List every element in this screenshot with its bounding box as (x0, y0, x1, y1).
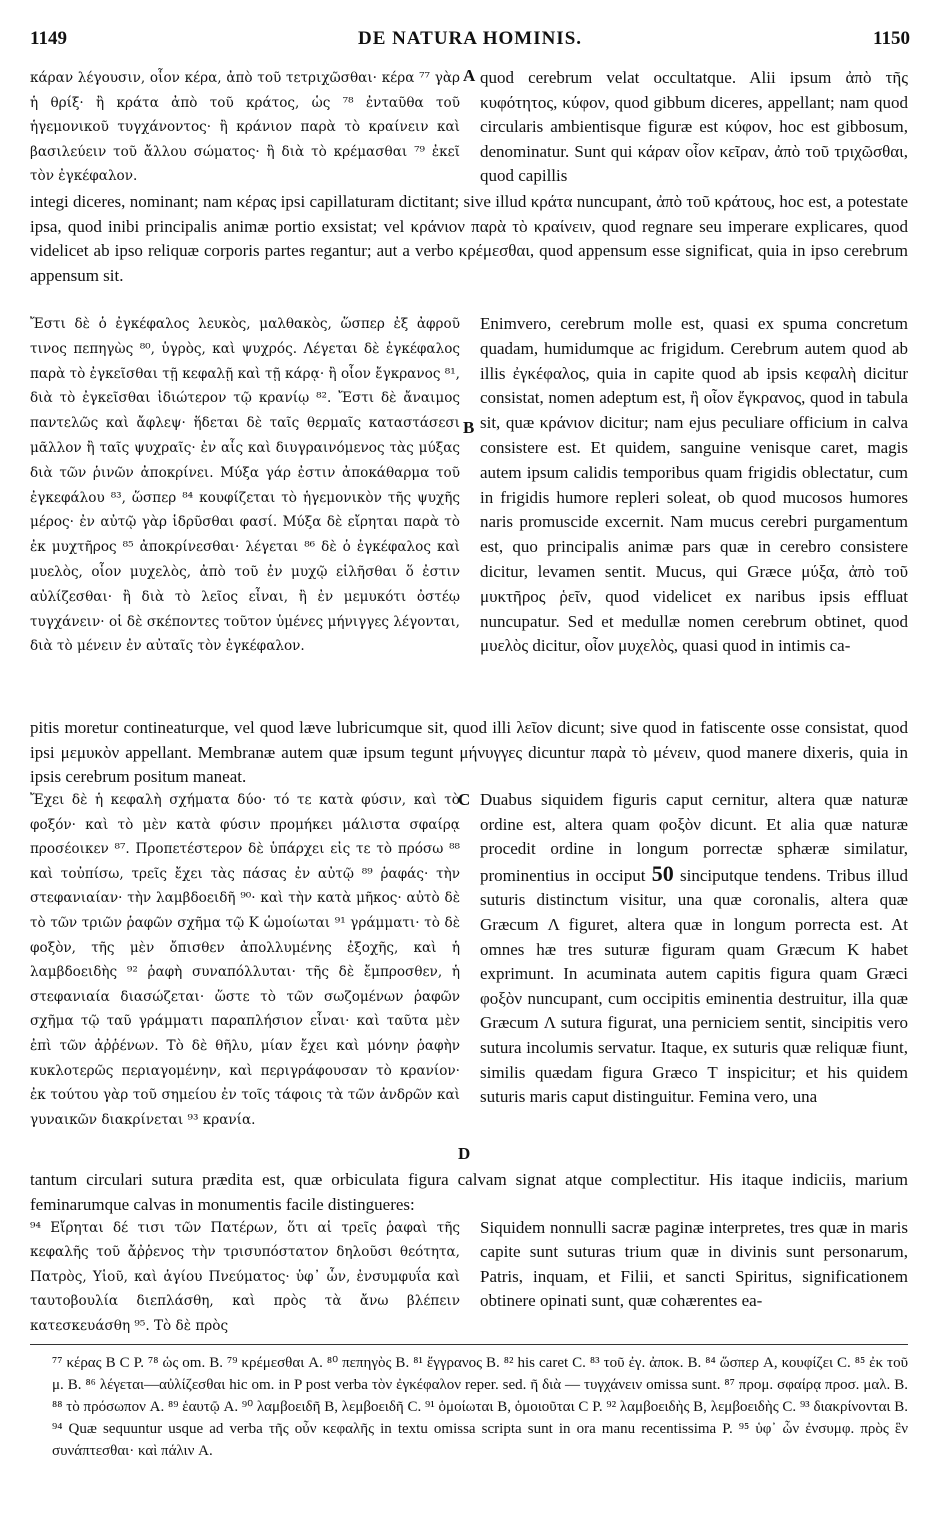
marker-d: D (458, 1144, 471, 1163)
running-title: DE NATURA HOMINIS. (357, 28, 583, 49)
page-header (22, 10, 918, 50)
latin-column-4: Siquidem nonnulli sacræ paginæ interpretes, tres quæ in maris capite sunt suturas trium quæ in divinis sunt personarum, Patris, inquam, et Filii, et sancti Spiritus, significationem obtinere opinati sunt, quæ cohærentes ea- (480, 1218, 908, 1311)
greek-column-4: ⁹⁴ Εἴρηται δέ τισι τῶν Πατέρων, ὅτι αἱ τρεῖς ῥαφαὶ τῆς κεφαλῆς τοῦ ἄῤῥενος τὴν τρισυπόστατον δηλοῦσι θεότητα, Πατρὸς, Υἱοῦ, καὶ ἁγίου Πνεύματος· ὑφ᾽ ὧν, ἐνσυμφυΐα καὶ ταυτοβουλία διεπλάσθη, καὶ πρὸς τὰ ἄνω βλέπειν κατεσκευάσθη ⁹⁵. Τὸ δὲ πρὸς (30, 1220, 460, 1334)
marker-c: C (458, 790, 471, 809)
column-number-50: 50 (651, 860, 674, 886)
latin-column-3-end: sinciputque tendens. Tribus illud suturis distinctum visitur, una quæ coronalis, altera quæ Græcum Λ figuret, altera quæ in longum porrecta est. At omnes hæ tres suturæ figuram quam Græcum Κ habet exprimunt. In acuminata autem capitis figura quam Græci φοξὸν nuncupant, cum occipitis eminentia destruitur, illa quæ Græcum Λ sutura figurat, una perniciem sentit, sincipitis vero sutura incolumis servatur. Itaque, ex suturis quæ reliquæ fiunt, similis quædam figura Græco Τ inspicitur; et his quidem suturis maris caput distinguitur. Femina vero, una (480, 865, 909, 1107)
full-width-paragraph-2: pitis moretur contineaturque, vel quod læve lubricumque sit, quod illi λεῖον dicunt; sive quod in fatiscente osse consistat, quod ipsi μεμυκὸν appellant. Membranæ autem quæ ipsum tegunt μήνυγγες dicuntur παρὰ τὸ μένειν, quod manere dixeris, quia in ipsis cerebrum positum maneat. (30, 718, 908, 786)
latin-column-3 (480, 788, 908, 1110)
marker-b: B (463, 418, 475, 437)
latin-column-1: quod cerebrum velat occultatque. Alii ipsum ἀπὸ τῆς κυφότητος, κύφον, quod gibbum diceres, appellant; nam quod circularis ambientisque figuræ est κύφον, hoc est gibbosum, denominatur. Sunt qui κάραν οἷον κεῖραν, ἀπὸ τοῦ τριχῶσθαι, quod capillis (480, 68, 908, 185)
footnote-rule (30, 1344, 908, 1345)
latin-column-3-start: Duabus siquidem figuris caput cernitur, altera quæ naturæ ordine est, altera quam φοξὸν dicunt. Et alia quæ naturæ procedit ordine in longum porrectæ sphæræ similatur, prominentius in occiput (480, 790, 908, 885)
latin-column-2: Enimvero, cerebrum molle est, quasi ex spuma concretum quadam, humidumque ac frigidum. Cerebrum autem quod ab illis ἐγκέφαλος, quia in capite quod ab ipsis κεφαλὴ dicitur consistat, nomen adeptum est, ἢ οἷον ἔγκρανος, quod in tabula sit, quæ κράνιον dicitur; nam ejus peculiare officium in calva consistere est. Et quidem, sanguine venisque caret, magis autem ipsum calidis temporibus quam frigidis oblectatur, cum in frigidis humore repleri soleat, ob quod mucosos humores naris promuscide excernit. Nam mucus cerebri purgamentum est, quo principalis animæ pars quæ in cerebro consistere dicitur, levamen sentit. Mucus, qui Græce μύξα, ἀπὸ τοῦ μυκτῆρος ῥεῖν, quod videlicet ex naribus ipsis effluat nuncupatur. Sed et medullæ nomen cerebrum obtinet, quod μυελὸς dicitur, οἷον μυχελὸς, quasi quod in intimis ca- (480, 314, 908, 656)
full-width-paragraph-3: tantum circulari sutura prædita est, quæ orbiculata figura calvam signat atque complectitur. His itaque indiciis, marium feminarumque calvas in monumentis facile distingueres: (30, 1170, 908, 1214)
greek-column-1: κάραν λέγουσιν, οἷον κέρα, ἀπὸ τοῦ τετριχῶσθαι· κέρα ⁷⁷ γὰρ ἡ θρίξ· ἢ κράτα ἀπὸ τοῦ κράτος, ὡς ⁷⁸ ἐνταῦθα τοῦ ἡγεμονικοῦ τυγχάνοντος· ἢ κράνιον παρὰ τὸ κραίνειν καὶ βασιλεύειν τοῦ ἄλλου σώματος· ἢ διὰ τὸ κρέμασθαι ⁷⁹ ἐκεῖ τὸν ἐγκέφαλον. (30, 70, 460, 184)
right-page-number: 1150 (873, 28, 910, 49)
greek-column-3: Ἔχει δὲ ἡ κεφαλὴ σχήματα δύο· τό τε κατὰ φύσιν, καὶ τὸ φοξόν· καὶ τὸ μὲν κατὰ φύσιν προμήκει μάλιστα σφαίρᾳ προσέοικεν ⁸⁷. Προπετέστερον δὲ ὑπάρχει εἰς τε τὸ πρόσω ⁸⁸ καὶ τοὐπίσω, τρεῖς ἔχει τὰς πάσας ἐν αὐτῷ ⁸⁹ ῥαφάς· τὴν στεφανιαίαν· τὴν λαμβδοειδῆ ⁹⁰· καὶ τὴν κατὰ μῆκος· αὐτὸ δὲ τὸ τῶν τριῶν ῥαφῶν σχῆμα τῷ Κ ὡμοίωται ⁹¹ γράμματι· τὸ δὲ φοξὸν, τῆς μὲν ὄπισθεν ἀπολλυμένης ἐξοχῆς, καὶ ἡ λαμβδοειδὴς ⁹² ῥαφὴ συναπόλλυται· τῆς δὲ ἔμπροσθεν, ἡ στεφανιαία διασώζεται· ὥστε τὸ τῶν σωζομένων ῥαφῶν σχῆμα τῷ ταῦ γράμματι παραπλήσιον εἶναι· καὶ ταῦτα μὲν ἐπὶ τῶν ἀῤῥένων. Τὸ δὲ θῆλυ, μίαν ἔχει καὶ μόνην ῥαφὴν κυκλοτερῶς περιαγομένην, καὶ περιγράφουσαν τὸ κρανίον· ἐκ τούτου γὰρ τοῦ σημείου ἐν τοῖς τάφοις τὰ τῶν ἀνδρῶν καὶ γυναικῶν διακρίνεται ⁹³ κρανία. (30, 792, 460, 1128)
greek-column-2: Ἔστι δὲ ὁ ἐγκέφαλος λευκὸς, μαλθακὸς, ὥσπερ ἐξ ἀφροῦ τινος πεπηγὼς ⁸⁰, ὑγρὸς, καὶ ψυχρός. Λέγεται δὲ ἐγκέφαλος παρὰ τὸ ἐγκεῖσθαι τῇ κεφαλῇ καὶ τῇ κάρᾳ· ἢ οἷον ἔγκρανος ⁸¹, διὰ τὸ ἐγκεῖσθαι ἰδιώτερον τῷ κρανίῳ ⁸². Ἔστι δὲ ἄναιμος παντελῶς καὶ ἄφλεψ· ἥδεται δὲ ταῖς θερμαῖς καταστάσεσι μᾶλλον ἢ ταῖς ψυχραῖς· ἐν αἷς καὶ διυγραινόμενος τὰς μύξας διὰ τῶν ῥινῶν ἀποκρίνει. Μύξα γάρ ἐστιν ἀποκάθαρμα τοῦ ἐγκεφάλου ⁸³, ὥσπερ ⁸⁴ κουφίζεται τὸ ἡγεμονικὸν τῆς ψυχῆς μέρος· ἐν αὐτῷ γὰρ ἱδρῦσθαι φασί. Μύξα δὲ εἴρηται παρὰ τὸ ἐκ μυχτῆρος ⁸⁵ ἀποκρίνεσθαι· λέγεται ⁸⁶ δὲ ὁ ἐγκέφαλος καὶ μυελὸς, οἷον μυχελὸς, ἀπὸ τοῦ ἐν μυχῷ εἱλῆσθαι ὅ ἐστιν αὐλίζεσθαι· ἢ διὰ τὸ λεῖος εἶναι, ἢ ἐν μεμυκότι ὀστέῳ τυγχάνειν· οἱ δὲ σκέποντες τοῦτον ὑμένες μήνιγγες λέγονται, διὰ τὸ μένειν ἐν αὐταῖς τὸν ἐγκέφαλον. (30, 316, 460, 655)
left-page-number: 1149 (30, 28, 67, 49)
marker-a: A (463, 66, 476, 85)
footnotes: ⁷⁷ κέρας B C P. ⁷⁸ ὡς om. B. ⁷⁹ κρέμεσθαι A. ⁸⁰ πεπηγὸς B. ⁸¹ ἔγγρανος B. ⁸² his caret C. ⁸³ τοῦ ἐγ. ἀποκ. B. ⁸⁴ ὥσπερ A, κουφίζει C. ⁸⁵ ἐκ τοῦ μ. B. ⁸⁶ λέγεται—αὐλίζεσθαι hic om. in P post verba τὸν ἐγκέφαλον reper. sed. ῆ διὰ — τυγχάνειν omissa sunt. ⁸⁷ προμ. σφαίρᾳ προσ. μαλ. B. ⁸⁸ τὸ πρόσωπον A. ⁸⁹ ἑαυτῷ A. ⁹⁰ λαμβοειδῆ B, λεμβοειδῆ C. ⁹¹ ὁμοίωται B, ὁμοιοῦται C P. ⁹² λαμβοειδὴς B, λεμβοειδὴς C. ⁹³ διακρίνονται B. ⁹⁴ Quæ sequuntur usque ad verba τῆς οὖν κεφαλῆς in textu omissa scripta sunt in ora manu recentissima P. ⁹⁵ ὑφ᾽ ὧν ἐνσυμφ. πρὸς ἓν συνάπτεσθαι· καὶ πάλιν A. (52, 1355, 908, 1459)
full-width-paragraph-1: integi diceres, nominant; nam κέρας ipsi capillaturam dictitant; sive illud κράτα nuncupant, ἀπὸ τοῦ κράτους, hoc est, a potestate ipsa, quod inibi principalis animæ portio exsistat; vel κράνιον παρὰ τὸ κραίνειν, quod regnare seu imperare explicares, quod videlicet ab ipso reliquæ corporis partes regantur; aut a verbo κρέμεσθαι, quod appensum esse significat, quia in ipso cerebrum appensum sit. (30, 192, 908, 285)
